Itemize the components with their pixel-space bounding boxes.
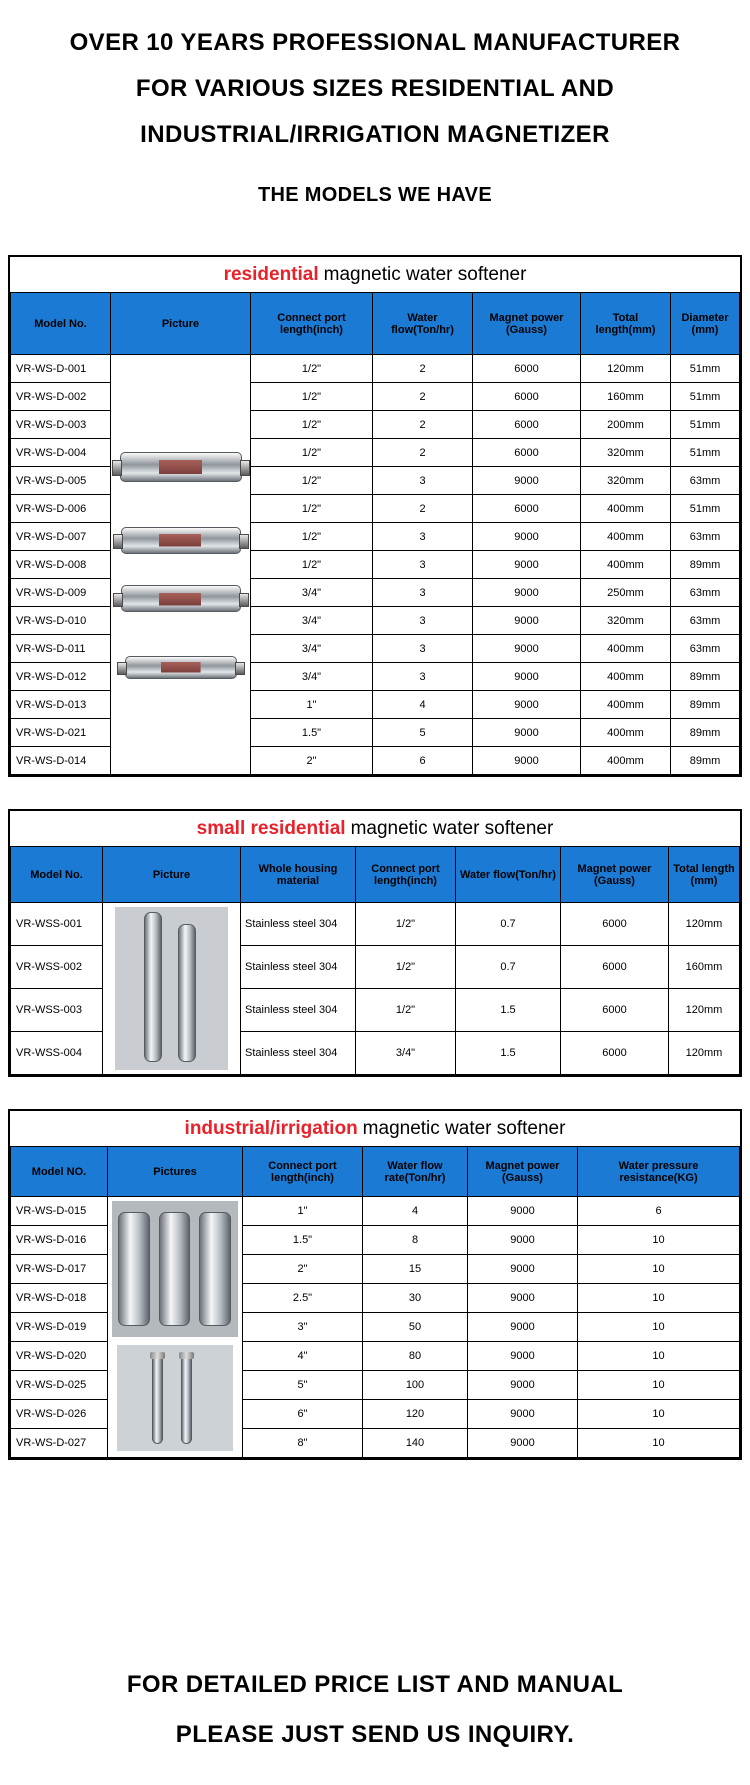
column-header: Water flow rate(Ton/hr) (363, 1147, 468, 1197)
water-softener-cylinder-photo (121, 527, 241, 554)
spec-cell: 63mm (671, 635, 740, 663)
residential-table-title (10, 257, 740, 292)
water-softener-cylinder-photo (125, 656, 237, 679)
spec-cell: 6000 (473, 355, 581, 383)
industrial-table-section (8, 1109, 742, 1460)
spec-cell: 4" (243, 1342, 363, 1371)
model-cell: VR-WS-D-004 (11, 439, 111, 467)
spec-cell: 3 (373, 579, 473, 607)
spec-cell: 10 (578, 1400, 740, 1429)
spec-cell: Stainless steel 304 (241, 946, 356, 989)
spec-cell: 400mm (581, 691, 671, 719)
spec-cell: 51mm (671, 355, 740, 383)
spec-cell: 8" (243, 1429, 363, 1458)
spec-cell: 2.5" (243, 1284, 363, 1313)
spec-cell: 120mm (669, 1032, 740, 1075)
page-heading (8, 20, 742, 158)
spec-cell: 9000 (468, 1255, 578, 1284)
spec-cell: 3 (373, 663, 473, 691)
table-row (11, 1197, 740, 1226)
model-cell: VR-WS-D-001 (11, 355, 111, 383)
spec-cell: 120 (363, 1400, 468, 1429)
spec-cell: 89mm (671, 663, 740, 691)
heading-line-1: OVER 10 YEARS PROFESSIONAL MANUFACTURER (69, 29, 681, 56)
spec-cell: 2 (373, 495, 473, 523)
industrial-cylinder-photo (159, 1212, 191, 1327)
model-cell: VR-WS-D-018 (11, 1284, 108, 1313)
residential-table-body (11, 355, 740, 775)
spec-cell: 9000 (473, 579, 581, 607)
spec-cell: 89mm (671, 719, 740, 747)
column-header: Water flow(Ton/hr) (373, 293, 473, 355)
spec-cell: 9000 (473, 523, 581, 551)
spec-cell: 80 (363, 1342, 468, 1371)
spec-cell: 6" (243, 1400, 363, 1429)
spec-cell: 3 (373, 635, 473, 663)
spec-cell: 6000 (561, 989, 669, 1032)
column-header: Diameter (mm) (671, 293, 740, 355)
spec-cell: 6000 (473, 383, 581, 411)
spec-cell: Stainless steel 304 (241, 989, 356, 1032)
column-header: Connect port length(inch) (251, 293, 373, 355)
small-residential-table (10, 846, 740, 1075)
column-header: Picture (103, 847, 241, 903)
model-cell: VR-WS-D-002 (11, 383, 111, 411)
spec-cell: 15 (363, 1255, 468, 1284)
spec-cell: 63mm (671, 467, 740, 495)
spec-cell: 51mm (671, 439, 740, 467)
model-cell: VR-WS-D-021 (11, 719, 111, 747)
spec-cell: 3 (373, 551, 473, 579)
spec-cell: 1/2" (251, 383, 373, 411)
column-header: Model NO. (11, 1147, 108, 1197)
spec-cell: 400mm (581, 747, 671, 775)
spec-cell: 9000 (468, 1284, 578, 1313)
spec-cell: 120mm (581, 355, 671, 383)
column-header: Magnet power (Gauss) (561, 847, 669, 903)
page-footer (8, 1660, 742, 1760)
spec-cell: Stainless steel 304 (241, 903, 356, 946)
title-accent: residential (223, 264, 319, 285)
column-header: Magnet power (Gauss) (473, 293, 581, 355)
spec-cell: 10 (578, 1429, 740, 1458)
spec-cell: 0.7 (456, 946, 561, 989)
spec-cell: 9000 (473, 663, 581, 691)
spec-cell: 400mm (581, 663, 671, 691)
model-cell: VR-WS-D-012 (11, 663, 111, 691)
spec-cell: 9000 (473, 467, 581, 495)
product-picture-cell (103, 903, 241, 1075)
spec-cell: 9000 (468, 1371, 578, 1400)
spec-cell: 320mm (581, 439, 671, 467)
spec-cell: 9000 (468, 1226, 578, 1255)
spec-cell: 50 (363, 1313, 468, 1342)
model-cell: VR-WS-D-014 (11, 747, 111, 775)
spec-cell: 160mm (669, 946, 740, 989)
spec-cell: 1.5" (243, 1226, 363, 1255)
column-header: Water pressure resistance(KG) (578, 1147, 740, 1197)
spec-cell: 9000 (468, 1429, 578, 1458)
spec-cell: 1/2" (251, 495, 373, 523)
model-cell: VR-WS-D-017 (11, 1255, 108, 1284)
title-accent: small residential (196, 818, 346, 839)
spec-cell: 6000 (473, 439, 581, 467)
spec-cell: 9000 (473, 635, 581, 663)
column-header: Picture (111, 293, 251, 355)
spec-cell: 6000 (561, 1032, 669, 1075)
title-rest: magnetic water softener (350, 818, 554, 839)
spec-cell: 2 (373, 439, 473, 467)
spec-cell: 9000 (468, 1342, 578, 1371)
residential-table (10, 292, 740, 775)
spec-cell: 1" (251, 691, 373, 719)
column-header: Water flow(Ton/hr) (456, 847, 561, 903)
heading-line-2: FOR VARIOUS SIZES RESIDENTIAL AND (135, 75, 615, 102)
small-residential-table-section (8, 809, 742, 1077)
model-cell: VR-WS-D-007 (11, 523, 111, 551)
spec-cell: 2 (373, 355, 473, 383)
spec-cell: 400mm (581, 551, 671, 579)
spec-cell: 400mm (581, 635, 671, 663)
spec-cell: 320mm (581, 607, 671, 635)
spec-cell: 3/4" (251, 607, 373, 635)
spec-cell: 63mm (671, 607, 740, 635)
spec-cell: 10 (578, 1255, 740, 1284)
spec-cell: 89mm (671, 747, 740, 775)
model-cell: VR-WS-D-010 (11, 607, 111, 635)
column-header: Connect port length(inch) (243, 1147, 363, 1197)
spec-cell: 10 (578, 1226, 740, 1255)
spec-cell: 6 (578, 1197, 740, 1226)
spec-cell: 9000 (468, 1197, 578, 1226)
spec-cell: 1/2" (251, 411, 373, 439)
title-rest: magnetic water softener (323, 264, 527, 285)
irrigation-tube-photo (181, 1355, 193, 1445)
model-cell: VR-WS-D-020 (11, 1342, 108, 1371)
spec-cell: 140 (363, 1429, 468, 1458)
spec-cell: 51mm (671, 495, 740, 523)
model-cell: VR-WSS-002 (11, 946, 103, 989)
residential-product-photos (112, 356, 249, 773)
spec-cell: 2" (251, 747, 373, 775)
spec-cell: 1/2" (251, 467, 373, 495)
spec-cell: 9000 (473, 691, 581, 719)
spec-cell: 3 (373, 523, 473, 551)
spec-cell: 2 (373, 383, 473, 411)
spec-cell: 200mm (581, 411, 671, 439)
spec-cell: 9000 (473, 719, 581, 747)
industrial-photo-top (112, 1201, 239, 1338)
spec-cell: 100 (363, 1371, 468, 1400)
small-softener-tube-photo (178, 924, 196, 1062)
column-header: Total length(mm) (581, 293, 671, 355)
water-softener-cylinder-photo (120, 452, 242, 482)
spec-cell: 4 (373, 691, 473, 719)
spec-cell: 51mm (671, 411, 740, 439)
spec-cell: 1/2" (251, 355, 373, 383)
spec-cell: 3 (373, 607, 473, 635)
spec-cell: 3/4" (251, 635, 373, 663)
spec-cell: 250mm (581, 579, 671, 607)
title-rest: magnetic water softener (362, 1118, 566, 1139)
spec-cell: 1.5 (456, 1032, 561, 1075)
model-cell: VR-WS-D-025 (11, 1371, 108, 1400)
small-softener-tube-photo (144, 912, 162, 1061)
column-header: Total length (mm) (669, 847, 740, 903)
column-header: Connect port length(inch) (356, 847, 456, 903)
model-cell: VR-WS-D-006 (11, 495, 111, 523)
residential-table-section (8, 255, 742, 777)
spec-cell: 4 (363, 1197, 468, 1226)
spec-cell: 9000 (473, 747, 581, 775)
water-softener-cylinder-photo (121, 585, 241, 612)
spec-cell: 63mm (671, 579, 740, 607)
column-header: Model No. (11, 293, 111, 355)
spec-cell: 3/4" (356, 1032, 456, 1075)
spec-cell: 10 (578, 1342, 740, 1371)
model-cell: VR-WS-D-027 (11, 1429, 108, 1458)
spec-cell: 8 (363, 1226, 468, 1255)
residential-header-row (11, 293, 740, 355)
column-header: Whole housing material (241, 847, 356, 903)
model-cell: VR-WSS-004 (11, 1032, 103, 1075)
industrial-product-photos (109, 1198, 241, 1456)
model-cell: VR-WSS-001 (11, 903, 103, 946)
spec-cell: 89mm (671, 551, 740, 579)
industrial-table-body (11, 1197, 740, 1458)
spec-cell: 3" (243, 1313, 363, 1342)
spec-cell: 10 (578, 1371, 740, 1400)
spec-cell: 1/2" (251, 439, 373, 467)
model-cell: VR-WSS-003 (11, 989, 103, 1032)
spec-cell: 320mm (581, 467, 671, 495)
small-residential-header-row (11, 847, 740, 903)
spec-cell: 120mm (669, 903, 740, 946)
spec-cell: 89mm (671, 691, 740, 719)
model-cell: VR-WS-D-026 (11, 1400, 108, 1429)
heading-line-3: INDUSTRIAL/IRRIGATION MAGNETIZER (140, 121, 610, 148)
spec-cell: 1/2" (356, 903, 456, 946)
industrial-header-row (11, 1147, 740, 1197)
spec-cell: 400mm (581, 523, 671, 551)
spec-cell: 51mm (671, 383, 740, 411)
model-cell: VR-WS-D-011 (11, 635, 111, 663)
spec-cell: 6000 (473, 495, 581, 523)
spec-cell: 1/2" (251, 551, 373, 579)
model-cell: VR-WS-D-015 (11, 1197, 108, 1226)
spec-cell: 9000 (473, 551, 581, 579)
spec-cell: 6 (373, 747, 473, 775)
spec-cell: 3 (373, 467, 473, 495)
spec-cell: 63mm (671, 523, 740, 551)
model-cell: VR-WS-D-019 (11, 1313, 108, 1342)
column-header: Pictures (108, 1147, 243, 1197)
small-residential-table-body (11, 903, 740, 1075)
model-cell: VR-WS-D-016 (11, 1226, 108, 1255)
models-subheading: THE MODELS WE HAVE (258, 184, 492, 206)
spec-cell: 10 (578, 1284, 740, 1313)
spec-cell: 160mm (581, 383, 671, 411)
model-cell: VR-WS-D-005 (11, 467, 111, 495)
spec-cell: 6000 (561, 946, 669, 989)
spec-cell: 9000 (468, 1400, 578, 1429)
spec-cell: 2" (243, 1255, 363, 1284)
spec-cell: 3/4" (251, 663, 373, 691)
spec-cell: 120mm (669, 989, 740, 1032)
table-row (11, 355, 740, 383)
product-photo-background (115, 907, 228, 1069)
spec-cell: 1/2" (356, 989, 456, 1032)
model-cell: VR-WS-D-013 (11, 691, 111, 719)
spec-cell: 1" (243, 1197, 363, 1226)
model-cell: VR-WS-D-008 (11, 551, 111, 579)
table-row (11, 903, 740, 946)
spec-cell: 10 (578, 1313, 740, 1342)
industrial-table-title (10, 1111, 740, 1146)
irrigation-tube-photo (152, 1355, 164, 1445)
footer-line-1: FOR DETAILED PRICE LIST AND MANUAL (126, 1671, 624, 1698)
spec-cell: 5" (243, 1371, 363, 1400)
spec-cell: 30 (363, 1284, 468, 1313)
spec-cell: 3/4" (251, 579, 373, 607)
spec-cell: 1/2" (356, 946, 456, 989)
footer-line-2: PLEASE JUST SEND US INQUIRY. (175, 1721, 575, 1748)
industrial-cylinder-photo (199, 1212, 231, 1327)
title-accent: industrial/irrigation (184, 1118, 358, 1139)
industrial-table (10, 1146, 740, 1458)
spec-cell: Stainless steel 304 (241, 1032, 356, 1075)
spec-cell: 1.5" (251, 719, 373, 747)
spec-cell: 6000 (473, 411, 581, 439)
model-cell: VR-WS-D-003 (11, 411, 111, 439)
spec-cell: 2 (373, 411, 473, 439)
small-residential-product-photo (104, 904, 239, 1073)
industrial-photo-bottom (117, 1345, 233, 1451)
industrial-cylinder-photo (118, 1212, 150, 1327)
spec-cell: 9000 (468, 1313, 578, 1342)
column-header: Magnet power (Gauss) (468, 1147, 578, 1197)
spec-cell: 6000 (561, 903, 669, 946)
spec-cell: 9000 (473, 607, 581, 635)
spec-cell: 400mm (581, 719, 671, 747)
spec-cell: 0.7 (456, 903, 561, 946)
product-picture-cell (111, 355, 251, 775)
spec-cell: 1/2" (251, 523, 373, 551)
spec-cell: 5 (373, 719, 473, 747)
column-header: Model No. (11, 847, 103, 903)
small-residential-table-title (10, 811, 740, 846)
model-cell: VR-WS-D-009 (11, 579, 111, 607)
spec-cell: 400mm (581, 495, 671, 523)
spec-cell: 1.5 (456, 989, 561, 1032)
product-picture-cell (108, 1197, 243, 1458)
